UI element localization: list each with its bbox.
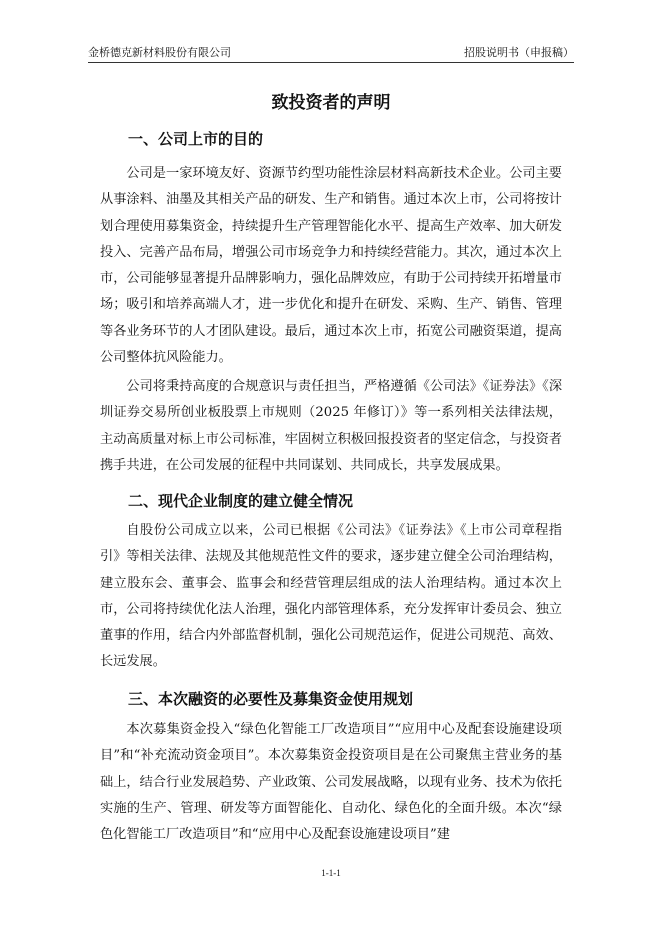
header-company-name: 金桥德克新材料股份有限公司 — [88, 46, 231, 59]
page-title: 致投资者的声明 — [271, 93, 391, 113]
section-heading-listing-purpose: 一、公司上市的目的 — [128, 130, 264, 148]
section-heading-financing-necessity: 三、本次融资的必要性及募集资金使用规划 — [128, 690, 414, 708]
paragraph-listing-purpose-1: 公司是一家环境友好、资源节约型功能性涂层材料高新技术企业。公司主要从事涂料、油墨及其相关产品的研发、生产和销售。通过本次上市，公司将按计划合理使用募集资金，持续提升生产管理智能化水平、提高生产效率、加大研发投入、完善产品布局，增强公司市场竞争力和持续经营能力。其次，通过本次上市，公司能够显著提升品牌影响力，强化品牌效应，有助于公司持续开拓增量市场；吸引和培养高端人才，进一步优化和提升在研发、采购、生产、销售、管理等各业务环节的人才团队建设。最后，通过本次上市，拓宽公司融资渠道，提高公司整体抗风险能力。 — [100, 166, 562, 366]
header-document-type: 招股说明书（申报稿） — [464, 46, 574, 59]
paragraph-financing-necessity: 本次募集资金投入“绿色化智能工厂改造项目”“应用中心及配套设施建设项目”和“补充流动资金项目”。本次募集资金投资项目是在公司聚焦主营业务的基础上，结合行业发展趋势、产业政策、公司发展战略，以现有业务、技术为依托实施的生产、管理、研发等方面智能化、自动化、绿色化的全面升级。本次“绿色化智能工厂改造项目”和“应用中心及配套设施建设项目”建 — [100, 722, 562, 843]
page-header — [88, 44, 574, 63]
section-heading-corporate-governance: 二、现代企业制度的建立健全情况 — [128, 492, 354, 510]
page-number: 1-1-1 — [321, 868, 341, 878]
paragraph-listing-purpose-2: 公司将秉持高度的合规意识与责任担当，严格遵循《公司法》《证券法》《深圳证券交易所创业板股票上市规则（2025 年修订）》等一系列相关法律法规，主动高质量对标上市公司标准，牢固树立积极回报投资者的坚定信念，与投资者携手共进，在公司发展的征程中共同谋划、共同成长，共享发展成果。 — [100, 379, 562, 473]
paragraph-corporate-governance: 自股份公司成立以来，公司已根据《公司法》《证券法》《上市公司章程指引》等相关法律、法规及其他规范性文件的要求，逐步建立健全公司治理结构，建立股东会、董事会、监事会和经营管理层组成的法人治理结构。通过本次上市，公司将持续优化法人治理，强化内部管理体系，充分发挥审计委员会、独立董事的作用，结合内外部监督机制，强化公司规范运作，促进公司规范、高效、长远发展。 — [100, 523, 562, 670]
